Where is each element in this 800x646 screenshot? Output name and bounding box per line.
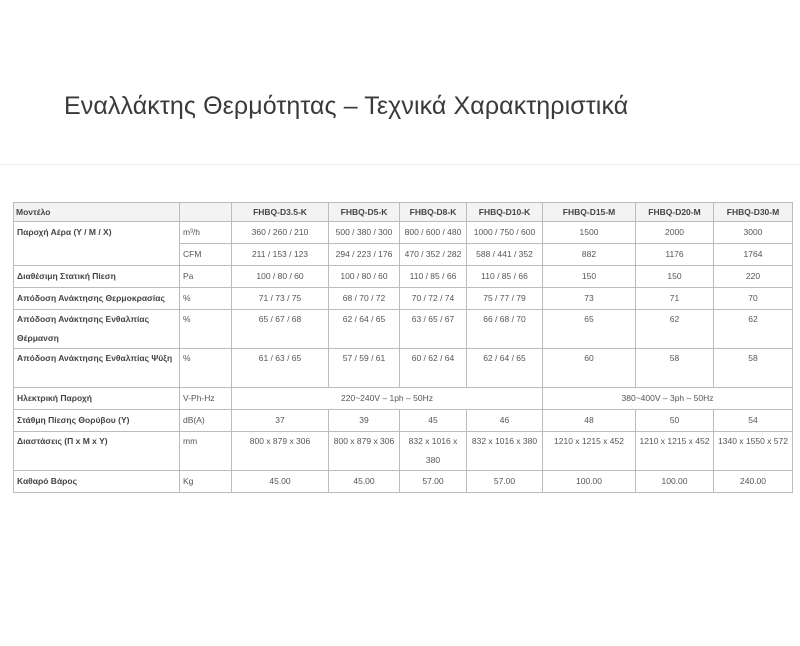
value-cell: 48 — [543, 410, 636, 432]
dimensions-row — [14, 432, 793, 471]
row-label: Διαστάσεις (Π x M x Y) — [14, 432, 180, 471]
value-cell: 832 x 1016 x 380 — [467, 432, 543, 471]
value-cell: 57 / 59 / 61 — [329, 349, 400, 388]
value-cell: 500 / 380 / 300 — [329, 222, 400, 244]
value-cell: 45 — [400, 410, 467, 432]
unit-cell: % — [180, 288, 232, 310]
value-cell: 68 / 70 / 72 — [329, 288, 400, 310]
unit-cell: CFM — [180, 244, 232, 266]
value-cell: 1764 — [714, 244, 793, 266]
value-cell: 54 — [714, 410, 793, 432]
value-cell: 37 — [232, 410, 329, 432]
row-label: Ηλεκτρική Παροχή — [14, 388, 180, 410]
value-cell: 62 / 64 / 65 — [467, 349, 543, 388]
row-label: Διαθέσιμη Στατική Πίεση — [14, 266, 180, 288]
value-cell: 61 / 63 / 65 — [232, 349, 329, 388]
value-cell: 294 / 223 / 176 — [329, 244, 400, 266]
value-cell: 60 — [543, 349, 636, 388]
row-label: Απόδοση Ανάκτησης Ενθαλπίας Θέρμανση — [14, 310, 180, 349]
row-label: Απόδοση Ανάκτησης Ενθαλπίας Ψύξη — [14, 349, 180, 388]
row-label: Στάθμη Πίεσης Θορύβου (Y) — [14, 410, 180, 432]
divider — [0, 164, 800, 165]
unit-cell: % — [180, 349, 232, 388]
value-cell: 71 / 73 / 75 — [232, 288, 329, 310]
value-cell: 58 — [714, 349, 793, 388]
temp-recovery-row — [14, 288, 793, 310]
noise-row — [14, 410, 793, 432]
value-cell: 800 / 600 / 480 — [400, 222, 467, 244]
value-cell: 3000 — [714, 222, 793, 244]
unit-cell: mm — [180, 432, 232, 471]
value-cell: 2000 — [636, 222, 714, 244]
value-cell: 1210 x 1215 x 452 — [636, 432, 714, 471]
value-cell: 100 / 80 / 60 — [232, 266, 329, 288]
value-cell: 1340 x 1550 x 572 — [714, 432, 793, 471]
value-cell: 110 / 85 / 66 — [400, 266, 467, 288]
value-cell: 39 — [329, 410, 400, 432]
header-model: FHBQ-D5-K — [329, 203, 400, 222]
value-cell: 882 — [543, 244, 636, 266]
value-cell: 66 / 68 / 70 — [467, 310, 543, 349]
value-cell: 220~240V – 1ph – 50Hz — [232, 388, 543, 410]
value-cell: 57.00 — [400, 471, 467, 493]
value-cell: 800 x 879 x 306 — [232, 432, 329, 471]
value-cell: 50 — [636, 410, 714, 432]
unit-cell: m³/h — [180, 222, 232, 244]
value-cell: 360 / 260 / 210 — [232, 222, 329, 244]
value-cell: 65 / 67 / 68 — [232, 310, 329, 349]
unit-cell: Pa — [180, 266, 232, 288]
airflow-row-m3h — [14, 222, 793, 244]
value-cell: 110 / 85 / 66 — [467, 266, 543, 288]
value-cell: 62 — [636, 310, 714, 349]
spec-table — [13, 202, 793, 493]
value-cell: 58 — [636, 349, 714, 388]
enthalpy-cooling-row — [14, 349, 793, 388]
unit-cell: % — [180, 310, 232, 349]
value-cell: 1500 — [543, 222, 636, 244]
value-cell: 70 — [714, 288, 793, 310]
value-cell: 100 / 80 / 60 — [329, 266, 400, 288]
value-cell: 100.00 — [636, 471, 714, 493]
value-cell: 150 — [543, 266, 636, 288]
row-label: Καθαρό Βάρος — [14, 471, 180, 493]
unit-cell: dB(A) — [180, 410, 232, 432]
value-cell: 70 / 72 / 74 — [400, 288, 467, 310]
value-cell: 588 / 441 / 352 — [467, 244, 543, 266]
value-cell: 57.00 — [467, 471, 543, 493]
unit-cell: V-Ph-Hz — [180, 388, 232, 410]
header-model: FHBQ-D20-M — [636, 203, 714, 222]
header-model: FHBQ-D30-M — [714, 203, 793, 222]
value-cell: 100.00 — [543, 471, 636, 493]
value-cell: 1210 x 1215 x 452 — [543, 432, 636, 471]
value-cell: 832 x 1016 x 380 — [400, 432, 467, 471]
value-cell: 240.00 — [714, 471, 793, 493]
value-cell: 211 / 153 / 123 — [232, 244, 329, 266]
header-label: Μοντέλο — [14, 203, 180, 222]
value-cell: 1000 / 750 / 600 — [467, 222, 543, 244]
airflow-label: Παροχή Αέρα (Y / M / X) — [14, 222, 180, 266]
value-cell: 800 x 879 x 306 — [329, 432, 400, 471]
value-cell: 60 / 62 / 64 — [400, 349, 467, 388]
header-model: FHBQ-D3.5-K — [232, 203, 329, 222]
header-row — [14, 203, 793, 222]
value-cell: 62 — [714, 310, 793, 349]
value-cell: 45.00 — [232, 471, 329, 493]
value-cell: 65 — [543, 310, 636, 349]
value-cell: 62 / 64 / 65 — [329, 310, 400, 349]
value-cell: 220 — [714, 266, 793, 288]
page-title: Εναλλάκτης Θερμότητας – Τεχνικά Χαρακτηριστικά — [64, 92, 629, 120]
enthalpy-heating-row — [14, 310, 793, 349]
header-model: FHBQ-D8-K — [400, 203, 467, 222]
value-cell: 46 — [467, 410, 543, 432]
power-supply-row — [14, 388, 793, 410]
header-model: FHBQ-D10-K — [467, 203, 543, 222]
value-cell: 73 — [543, 288, 636, 310]
value-cell: 470 / 352 / 282 — [400, 244, 467, 266]
value-cell: 1176 — [636, 244, 714, 266]
value-cell: 45.00 — [329, 471, 400, 493]
value-cell: 150 — [636, 266, 714, 288]
value-cell: 63 / 65 / 67 — [400, 310, 467, 349]
value-cell: 75 / 77 / 79 — [467, 288, 543, 310]
unit-cell: Kg — [180, 471, 232, 493]
value-cell: 380~400V – 3ph – 50Hz — [543, 388, 793, 410]
row-label: Απόδοση Ανάκτησης Θερμοκρασίας — [14, 288, 180, 310]
header-model: FHBQ-D15-M — [543, 203, 636, 222]
weight-row — [14, 471, 793, 493]
header-unit — [180, 203, 232, 222]
value-cell: 71 — [636, 288, 714, 310]
static-pressure-row — [14, 266, 793, 288]
